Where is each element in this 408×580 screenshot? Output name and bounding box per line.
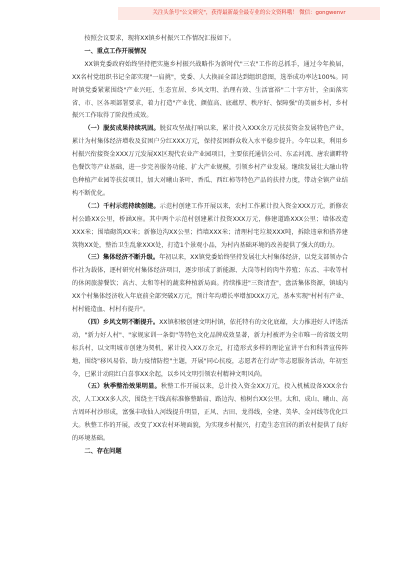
item-autumn-rectification-body: 秋整工作开展以来，总计投入资金XX万元，投入机械设备XXX余台次，人工XXX多人次，围绕主干线高标准修整路肩、路边沟、植树台XX公里。太和、成山、曦山、高古周环村沙形成，富强丰收仙人河线提升明显，正风、古田、龙得线，全建、美华、金河线等优化巨大。秋整工作的开展，改变了XX农村环境面貌，为实现乡村振兴，打造生态宜居的新农村提供了良好的环境基础。 (72, 383, 348, 443)
item-collective-economy-title: （三）集体经济不断升级。 (84, 254, 160, 262)
item-autumn-rectification-title: （五）秋季整治效果明显。 (84, 383, 161, 391)
section-one-heading: 一、重点工作开展情况 (84, 47, 147, 55)
item-demo-village-title: （二）千村示范持续创建。 (84, 202, 160, 210)
item-poverty-body: 脱贫攻坚战打响以来，累计投入XXX余万元扶贫资金发展特色产业，累计为村集体经济增收及贫困户分红XXX万元，保持贫困群众收入水平稳步提升。今年以来，利用乡村振兴衔接资金XXX万元发展XX区现代农业产业园项目，主要依托通信公司、东孟河流、唐农湖畔特色餐饮等产业基础，进一步完善服务功能、扩大产业规模，引领乡村产业发展。继续发展壮大融山特色种植产业园等扶贫项目，加大对曦山茶叶、香瓜、西红柿等特色产品的扶持力度，带动全镇产业结构不断优化。 (72, 125, 349, 197)
item-poverty-paragraph (72, 123, 348, 200)
item-rural-civility-body: XX镇积极创建文明村镇，依托特有的文化底蕴，大力推进好人评选活动，"新力好人村"、"家规家训一条街"等特色文化品牌成效显著，新力村被评为全市唯一的省级文明标兵村，以文明城市创建为契机，累计投入XX万余元，打造形式多样的理论宣讲平台和科普宣传阵地，围绕"移风易俗、助力疫情防控"主题，开展"同心抗疫，志愿者在行动"等志愿服务活动，年初至今，已累计动阻红白喜事XX余起，以乡风文明引领农村精神文明风尚。 (72, 318, 348, 378)
section-one-intro-paragraph: XX镇党委政府始终坚持把实施乡村振兴战略作为新时代"三农"工作的总抓手，通过今年换届，XX名村党组织书记全部实现"一肩挑"，党委、人大换届全部达到组织意图，选举成功率达100%。同时镇党委紧紧围绕"产业兴旺、生态宜居、乡风文明、治理有效、生活富裕"二十字方针，全面落实省、市、区各项部署要求，着力打造"产业优、颜值高、底蕴厚、秩序好、保障强"的美丽乡村，乡村振兴工作取得了阶段性成效。 (72, 60, 348, 120)
item-autumn-rectification-paragraph (72, 381, 348, 446)
item-demo-village-paragraph (72, 201, 348, 253)
item-demo-village-body: 示范村创建工作开展以来，农村工作累计投入资金XXX万元，新修农村公路XX公里，桥涵X座。其中两个示范村创建累计投资XXX万元，修建道路XXX公里；墙体改造XXX米；围墙砌筑XX米；新修边沟XX公里；挡墙XXX米；清理村宅垃圾XXX吨，拆除违章和搭养建筑物XX处，整治卫生乱象XXX处，打造1个景观小品，为村内基础环境的改善提供了强大的助力。 (72, 202, 349, 249)
item-poverty-title: （一）脱贫成果持续巩固。 (84, 125, 160, 133)
intro-paragraph: 按照会议要求，现将XX镇乡村振兴工作情况汇报如下。 (84, 35, 236, 42)
item-collective-economy-body: 年初以来，XX镇党委始终坚持发展壮大村集体经济，以党支部领办合作社为载体，逐村研究村集体经济项目，逐步形成了新能源、大岗等村的肉牛养殖；东孟、丰收等村的休闲旅游餐饮；高古、太和等村的蔬菜种植新局面。持续推进"三资清查"，盘活集体资源，镇域内XX个村集体经济收入年底前全部突破X万元，预计年均增长率增加XXX万元，基本实现"村村有产业、村村能造血、村村有提升"。 (72, 254, 348, 314)
item-collective-economy-paragraph (72, 252, 348, 317)
document-body (72, 33, 348, 459)
item-rural-civility-paragraph (72, 317, 348, 382)
item-rural-civility-title: （四）乡风文明不断提升。 (84, 318, 160, 326)
wechat-promo-banner[interactable]: 关注头条号"公文研究"，获得最新最全最专业的公文资料哦！ 微信：gongwenvr (118, 7, 380, 20)
section-two-heading: 二、存在问题 (84, 448, 122, 455)
